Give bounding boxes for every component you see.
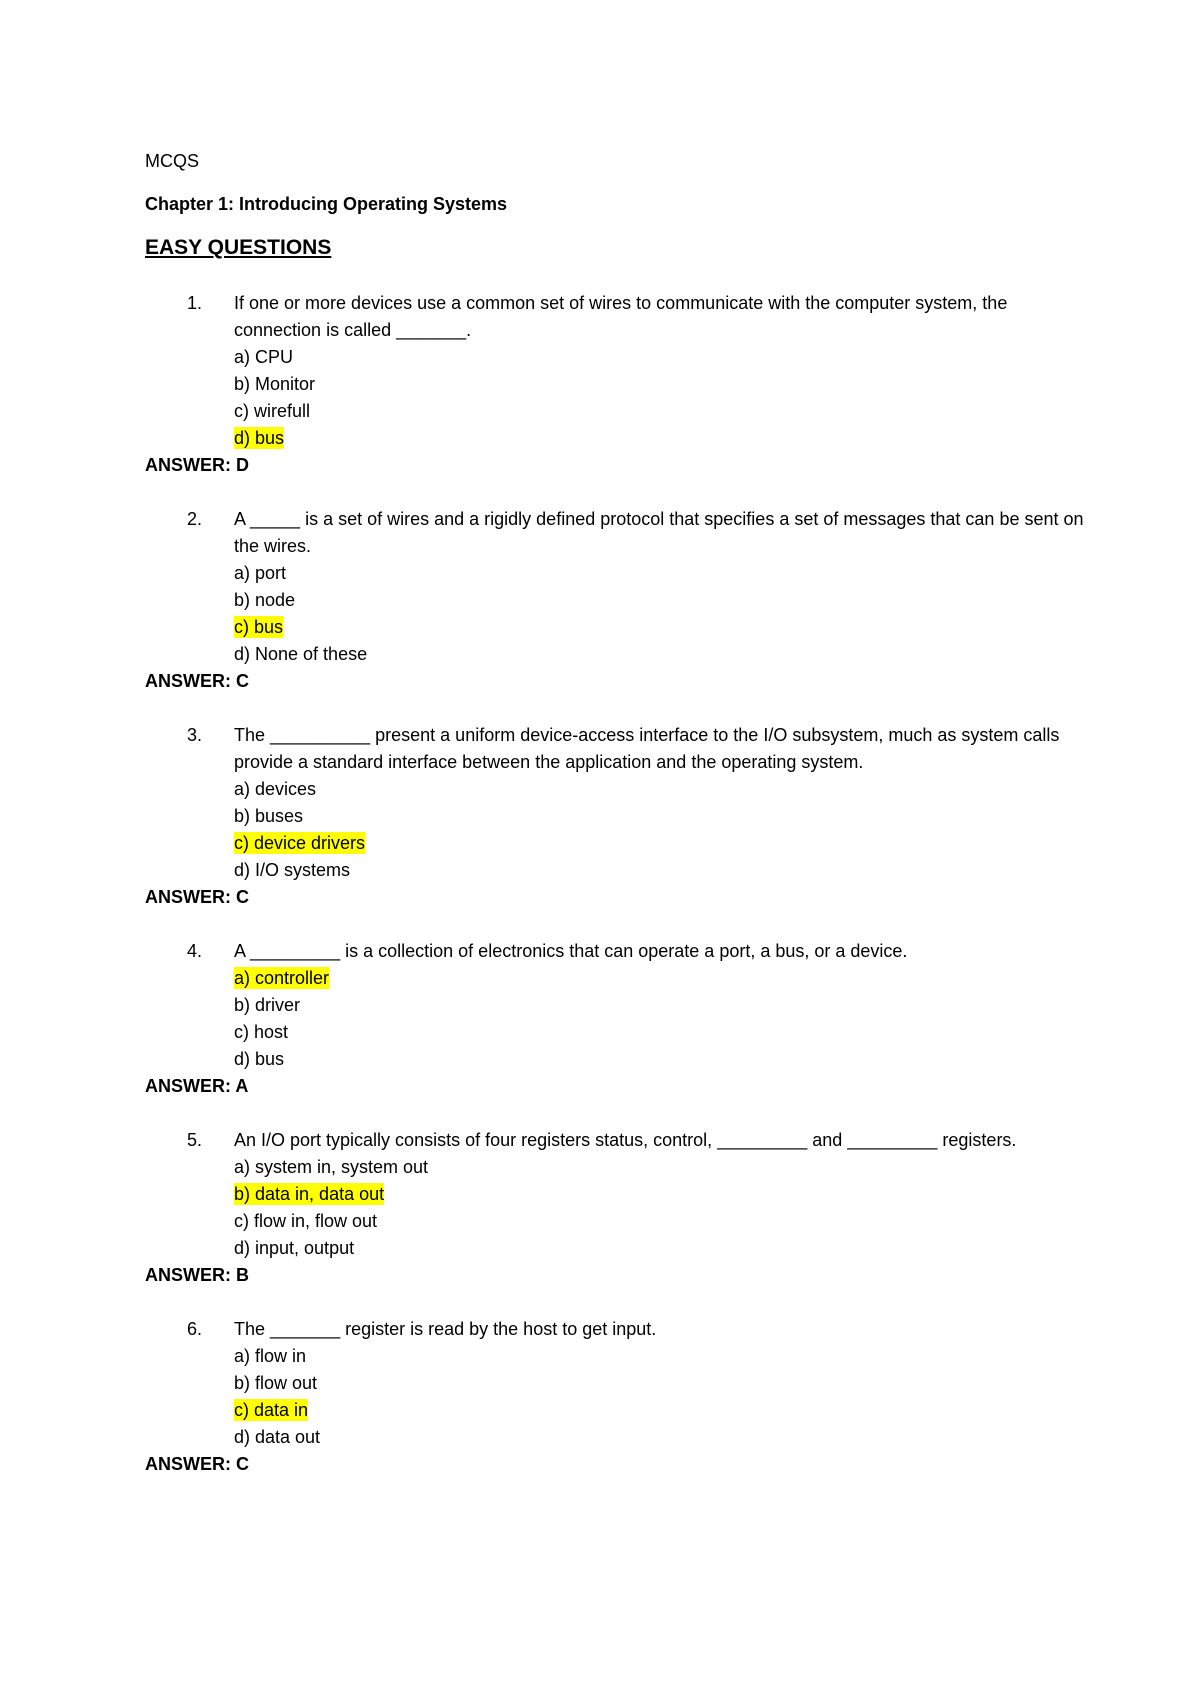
option-text: a) devices [234, 779, 317, 799]
question-item [145, 722, 1085, 911]
answer-option [234, 1235, 1085, 1262]
option-text: a) system in, system out [234, 1157, 429, 1177]
answer-option [234, 1370, 1085, 1397]
answer-option [234, 398, 1085, 425]
option-text: d) data out [234, 1427, 321, 1447]
question-body [234, 722, 1085, 884]
question-body [234, 506, 1085, 668]
option-text: a) CPU [234, 347, 294, 367]
question-item [145, 1316, 1085, 1478]
option-text: c) host [234, 1022, 289, 1042]
question-item [145, 290, 1085, 479]
answer-option [234, 1208, 1085, 1235]
option-text: c) wirefull [234, 401, 311, 421]
question-row [145, 938, 1085, 1073]
answer-option [234, 1046, 1085, 1073]
question-row [145, 722, 1085, 884]
question-number: 4. [187, 941, 203, 961]
option-text: d) input, output [234, 1238, 355, 1258]
answer-key: ANSWER: D [145, 455, 249, 475]
answer-option [234, 1019, 1085, 1046]
highlighted-correct-option: c) device drivers [234, 833, 366, 853]
answer-option [234, 1181, 1085, 1208]
question-item [145, 938, 1085, 1100]
answer-option [234, 371, 1085, 398]
option-text: b) driver [234, 995, 301, 1015]
document-page [145, 148, 1085, 1505]
answer-option [234, 857, 1085, 884]
question-row [145, 506, 1085, 668]
highlighted-correct-option: d) bus [234, 428, 285, 448]
option-text: b) Monitor [234, 374, 316, 394]
question-body [234, 1316, 1085, 1451]
question-number: 1. [187, 293, 203, 313]
highlighted-correct-option: a) controller [234, 968, 330, 988]
answer-option [234, 776, 1085, 803]
answer-key: ANSWER: C [145, 671, 249, 691]
question-body [234, 290, 1085, 452]
answer-key: ANSWER: B [145, 1265, 249, 1285]
question-text: The _______ register is read by the host to get input. [234, 1319, 657, 1339]
question-number: 6. [187, 1319, 203, 1339]
option-text: b) node [234, 590, 296, 610]
answer-option [234, 425, 1085, 452]
answer-option [234, 344, 1085, 371]
question-item [145, 1127, 1085, 1289]
answer-key: ANSWER: C [145, 1454, 249, 1474]
question-row [145, 1127, 1085, 1262]
answer-key: ANSWER: C [145, 887, 249, 907]
question-body [234, 938, 1085, 1073]
chapter-title: Chapter 1: Introducing Operating Systems [145, 194, 508, 214]
answer-option [234, 1154, 1085, 1181]
option-text: d) I/O systems [234, 860, 351, 880]
question-text: A _________ is a collection of electronics that can operate a port, a bus, or a device. [234, 941, 908, 961]
option-text: d) None of these [234, 644, 368, 664]
question-body [234, 1127, 1085, 1262]
section-heading: EASY QUESTIONS [145, 236, 332, 259]
question-number: 2. [187, 509, 203, 529]
document-label: MCQS [145, 151, 199, 171]
question-row [145, 290, 1085, 452]
answer-option [234, 1424, 1085, 1451]
option-text: a) flow in [234, 1346, 307, 1366]
question-text: A _____ is a set of wires and a rigidly defined protocol that specifies a set of messages that can be sent on the wires. [234, 509, 1084, 556]
highlighted-correct-option: c) data in [234, 1400, 309, 1420]
answer-option [234, 992, 1085, 1019]
question-number: 3. [187, 725, 203, 745]
option-text: a) port [234, 563, 287, 583]
answer-key: ANSWER: A [145, 1076, 249, 1096]
question-row [145, 1316, 1085, 1451]
answer-option [234, 830, 1085, 857]
option-text: c) flow in, flow out [234, 1211, 378, 1231]
highlighted-correct-option: b) data in, data out [234, 1184, 385, 1204]
answer-option [234, 1397, 1085, 1424]
option-text: d) bus [234, 1049, 285, 1069]
question-item [145, 506, 1085, 695]
answer-option [234, 965, 1085, 992]
answer-option [234, 1343, 1085, 1370]
answer-option [234, 614, 1085, 641]
question-text: If one or more devices use a common set of wires to communicate with the computer system, the connection is called _______. [234, 293, 1008, 340]
answer-option [234, 560, 1085, 587]
option-text: b) buses [234, 806, 304, 826]
highlighted-correct-option: c) bus [234, 617, 284, 637]
answer-option [234, 587, 1085, 614]
question-text: The __________ present a uniform device-access interface to the I/O subsystem, much as system calls provide a standard interface between the application and the operating system. [234, 725, 1060, 772]
question-text: An I/O port typically consists of four registers status, control, _________ and _________ registers. [234, 1130, 1017, 1150]
question-number: 5. [187, 1130, 203, 1150]
question-list [145, 290, 1085, 1478]
answer-option [234, 641, 1085, 668]
answer-option [234, 803, 1085, 830]
option-text: b) flow out [234, 1373, 318, 1393]
